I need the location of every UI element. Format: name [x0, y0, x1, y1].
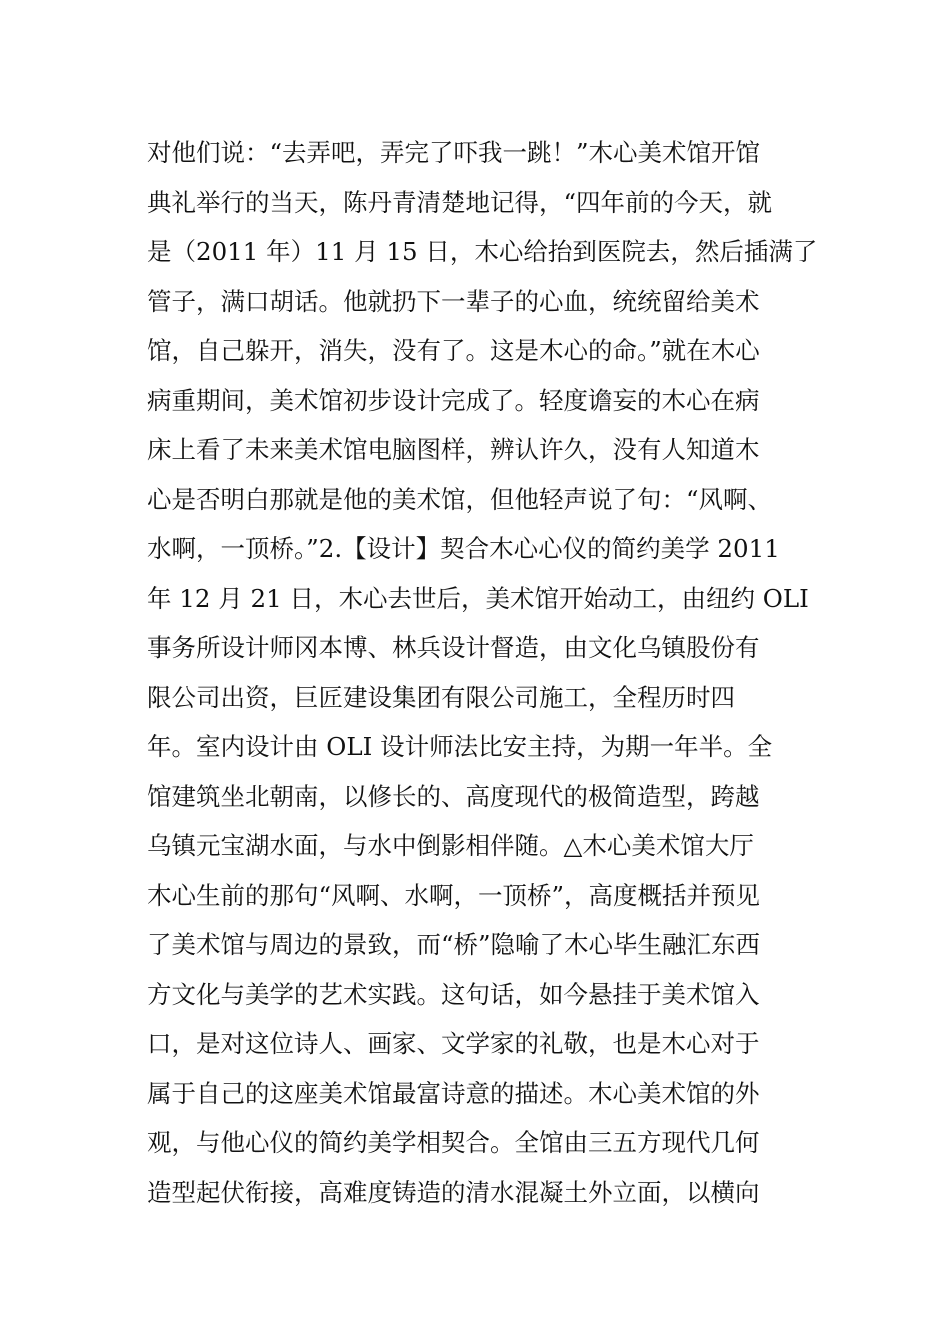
text-line: 水啊，一顶桥。”2.【设计】契合木心心仪的简约美学 2011	[147, 534, 780, 563]
text-line: 年。室内设计由 OLI 设计师法比安主持，为期一年半。全	[147, 732, 773, 761]
text-line: 病重期间，美术馆初步设计完成了。轻度谵妄的木心在病	[147, 385, 760, 415]
text-line: 方文化与美学的艺术实践。这句话，如今悬挂于美术馆入	[147, 979, 760, 1009]
text-line: 了美术馆与周边的景致，而“桥”隐喻了木心毕生融汇东西	[147, 930, 761, 959]
text-line: 乌镇元宝湖水面，与水中倒影相伴随。△木心美术馆大厅	[147, 831, 754, 860]
body-text	[147, 128, 818, 1217]
text-line: 造型起伏衔接，高难度铸造的清水混凝土外立面，以横向	[147, 1177, 760, 1207]
text-line: 馆建筑坐北朝南，以修长的、高度现代的极简造型，跨越	[147, 781, 760, 811]
text-line: 心是否明白那就是他的美术馆，但他轻声说了句：“风啊、	[147, 484, 773, 514]
text-line: 限公司出资，巨匠建设集团有限公司施工，全程历时四	[147, 682, 735, 712]
text-line: 年 12 月 21 日，木心去世后，美术馆开始动工，由纽约 OLI	[147, 583, 809, 613]
text-line: 属于自己的这座美术馆最富诗意的描述。木心美术馆的外	[147, 1078, 760, 1108]
text-line: 事务所设计师冈本博、林兵设计督造，由文化乌镇股份有	[147, 633, 760, 662]
text-line: 典礼举行的当天，陈丹青清楚地记得，“四年前的今天，就	[147, 187, 773, 217]
text-line: 木心生前的那句“风啊、水啊，一顶桥”，高度概括并预见	[147, 880, 761, 910]
text-line: 馆，自己躲开，消失，没有了。这是木心的命。”就在木心	[147, 336, 760, 365]
text-line: 口，是对这位诗人、画家、文学家的礼敬，也是木心对于	[147, 1029, 760, 1058]
text-line: 观，与他心仪的简约美学相契合。全馆由三五方现代几何	[147, 1128, 760, 1157]
text-line: 对他们说：“去弄吧，弄完了吓我一跳！”木心美术馆开馆	[147, 138, 761, 167]
text-line: 是（2011 年）11 月 15 日，木心给抬到医院去，然后插满了	[147, 237, 818, 266]
text-line: 管子，满口胡话。他就扔下一辈子的心血，统统留给美术	[147, 286, 760, 316]
text-line: 床上看了未来美术馆电脑图样，辨认许久，没有人知道木	[147, 435, 760, 464]
